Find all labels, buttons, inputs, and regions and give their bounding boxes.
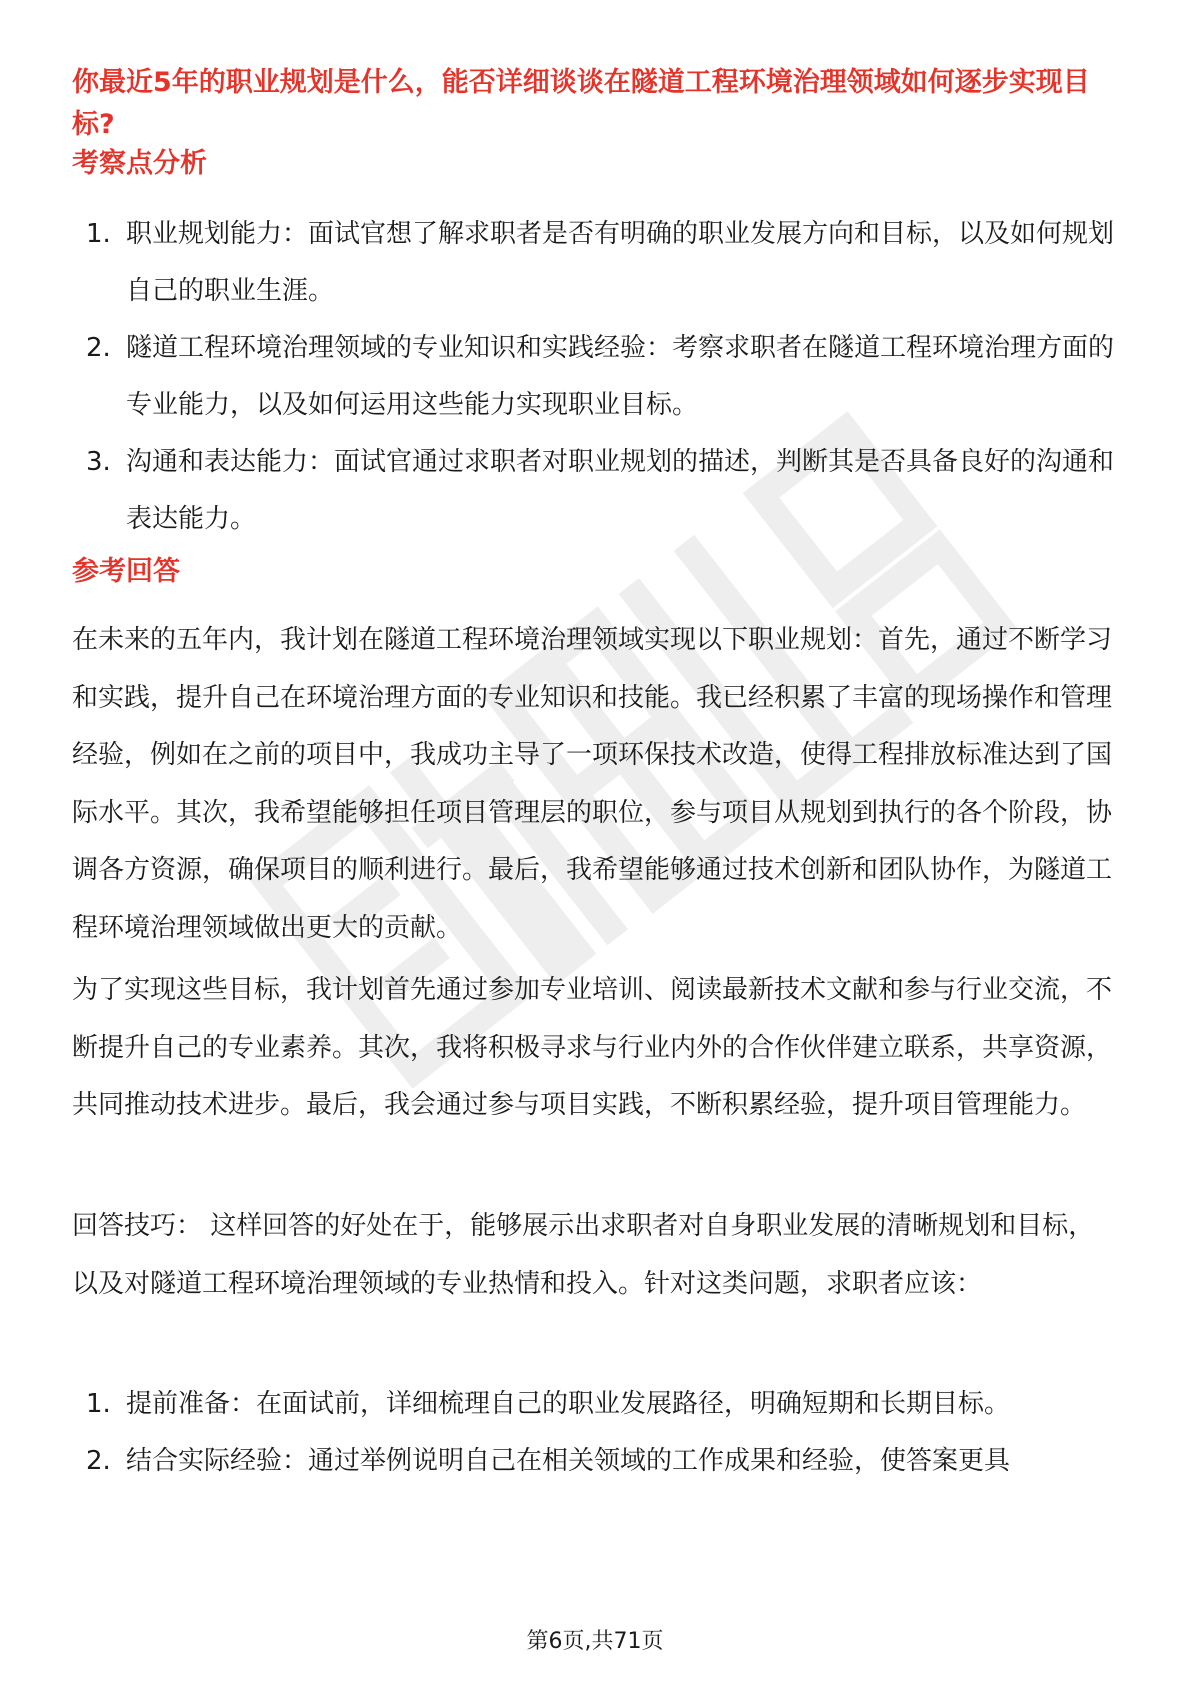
list-item bbox=[86, 320, 1126, 434]
list-item bbox=[86, 206, 1126, 320]
list-item-number: 2. bbox=[86, 1446, 111, 1476]
list-item-number: 1. bbox=[86, 219, 111, 249]
list-item-text: 沟通和表达能力：面试官通过求职者对职业规划的描述，判断其是否具备良好的沟通和表达能力。 bbox=[126, 447, 1115, 534]
page-number: 第6页,共71页 bbox=[526, 1629, 664, 1654]
list-item-number: 1. bbox=[86, 1389, 111, 1419]
list-item-text: 结合实际经验：通过举例说明自己在相关领域的工作成果和经验，使答案更具 bbox=[126, 1446, 1011, 1476]
list-item-number: 3. bbox=[86, 447, 111, 477]
answer-tips: 回答技巧： 这样回答的好处在于，能够展示出求职者对自身职业发展的清晰规划和目标，以及对隧道工程环境治理领域的专业热情和投入。针对这类问题，求职者应该： bbox=[72, 1211, 1095, 1299]
tips-list bbox=[86, 1376, 1126, 1490]
list-item-text: 提前准备：在面试前，详细梳理自己的职业发展路径，明确短期和长期目标。 bbox=[126, 1389, 1011, 1419]
answer-paragraph-1: 在未来的五年内，我计划在隧道工程环境治理领域实现以下职业规划：首先，通过不断学习和实践，提升自己在环境治理方面的专业知识和技能。我已经积累了丰富的现场操作和管理经验，例如在之前的项目中，我成功主导了一项环保技术改造，使得工程排放标准达到了国际水平。其次，我希望能够担任项目管理层的职位，参与项目从规划到执行的各个阶段，协调各方资源，确保项目的顺利进行。最后，我希望能够通过技术创新和团队协作，为隧道工程环境治理领域做出更大的贡献。 bbox=[72, 625, 1113, 943]
analysis-list bbox=[86, 206, 1126, 548]
analysis-heading: 考察点分析 bbox=[72, 148, 207, 179]
answer-heading: 参考回答 bbox=[72, 556, 180, 587]
list-item-text: 职业规划能力：面试官想了解求职者是否有明确的职业发展方向和目标，以及如何规划自己的职业生涯。 bbox=[126, 219, 1115, 306]
list-item bbox=[86, 434, 1126, 548]
list-item-number: 2. bbox=[86, 333, 111, 363]
list-item-text: 隧道工程环境治理领域的专业知识和实践经验：考察求职者在隧道工程环境治理方面的专业能力，以及如何运用这些能力实现职业目标。 bbox=[126, 333, 1115, 420]
list-item bbox=[86, 1433, 1126, 1490]
answer-paragraph-2: 为了实现这些目标，我计划首先通过参加专业培训、阅读最新技术文献和参与行业交流，不断提升自己的专业素养。其次，我将积极寻求与行业内外的合作伙伴建立联系，共享资源，共同推动技术进步。最后，我会通过参与项目实践，不断积累经验，提升项目管理能力。 bbox=[72, 975, 1113, 1120]
list-item bbox=[86, 1376, 1126, 1433]
question-title: 你最近5年的职业规划是什么，能否详细谈谈在隧道工程环境治理领域如何逐步实现目标? bbox=[72, 67, 1090, 140]
